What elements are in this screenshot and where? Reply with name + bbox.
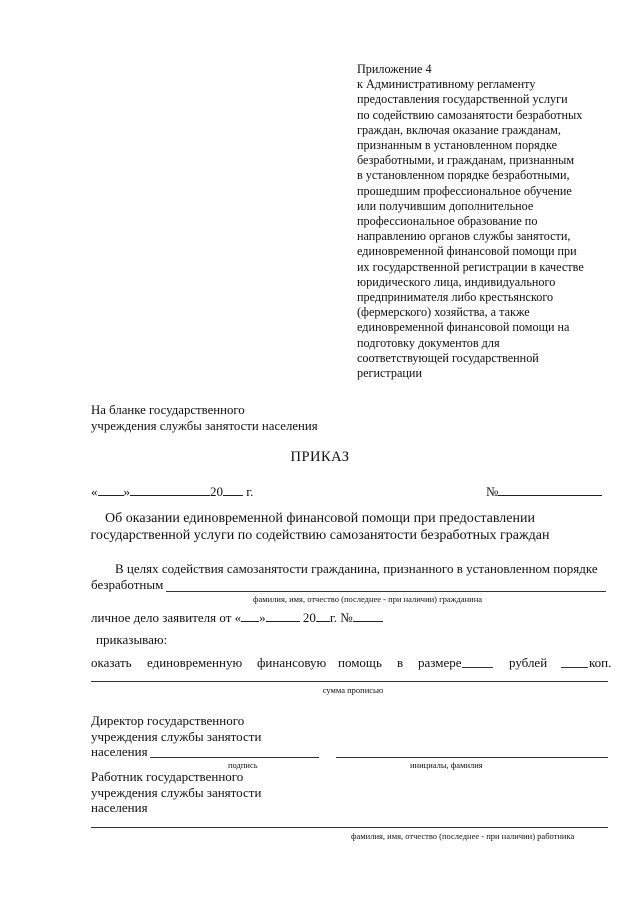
worker-line-2: учреждения службы занятости [91,784,262,800]
document-subject [0,510,640,544]
appendix-header [357,62,612,381]
provide-word-3: финансовую [257,655,327,670]
year-suffix: г. [246,484,254,499]
provide-word-6: размере [418,655,462,670]
provide-word-1: оказать [91,655,132,670]
letterhead-line-1: На бланке государственного [91,403,245,417]
day-blank[interactable] [98,483,124,496]
file-prefix: личное дело заявителя от « [91,610,242,625]
rubles-label: рублей [509,655,548,670]
paragraph-line-1: В целях содействия самозанятости гражданина, признанного в установленном порядке [115,561,598,576]
paragraph-line-2: безработным [91,577,164,592]
appendix-line: граждан, включая оказание гражданам, [357,122,561,137]
appendix-line: единовременной финансовой помощи при [357,244,577,259]
appendix-line: предоставления государственной услуги [357,92,568,107]
citizen-fio-line[interactable] [166,591,606,592]
year-blank[interactable] [223,483,243,496]
appendix-line: в установленном порядке безработными, [357,168,570,183]
month-blank[interactable] [130,483,210,496]
file-year-suffix: г. № [329,610,353,625]
director-block [91,713,261,760]
document-title: ПРИКАЗ [290,449,350,465]
appendix-line: признанным в установленном порядке [357,138,557,153]
director-line-2: учреждения службы занятости [91,728,262,744]
kop-label: коп. [589,655,612,670]
amount-words-caption: сумма прописью [322,685,384,695]
citizen-fio-caption: фамилия, имя, отчество (последнее - при наличии) гражданина [252,594,483,604]
signature-caption: подпись [228,760,258,770]
director-line-3: населения [91,744,148,759]
initials-caption: инициалы, фамилия [410,760,483,770]
file-number-blank[interactable] [353,609,383,622]
year-prefix: 20 [210,484,223,499]
date-line [91,483,253,500]
file-month-blank[interactable] [266,609,300,622]
director-line-1: Директор государственного [91,713,245,728]
appendix-line: профессиональное образование по [357,214,538,229]
appendix-line: по содействию самозанятости безработных [357,107,583,122]
file-year-blank[interactable] [316,609,330,622]
appendix-line: юридического лица, индивидуального [357,274,556,289]
appendix-line: безработными, и гражданам, признанным [357,153,575,168]
worker-fio-line[interactable] [91,827,608,828]
amount-rubles-blank[interactable] [462,667,493,668]
provide-word-2: единовременную [147,655,243,670]
date-close-quote: » [123,484,130,499]
appendix-line: соответствующей государственной [357,350,539,365]
amount-kop-blank[interactable] [561,667,588,668]
director-signature-line[interactable] [150,757,319,758]
file-year: 20 [302,610,316,625]
appendix-line: подготовку документов для [357,335,500,350]
provide-word-4: помощь [338,655,382,670]
letterhead-note [91,402,318,434]
appendix-line: их государственной регистрации в качестве [357,259,584,274]
appendix-line: или получившим дополнительное [357,198,534,213]
provide-word-5: в [397,655,404,670]
worker-line-1: Работник государственного [91,769,244,784]
date-open-quote: « [91,484,98,499]
appendix-line: прошедшим профессиональное обучение [357,183,572,198]
number-sign: № [486,484,499,499]
amount-words-line[interactable] [91,681,608,682]
order-word: приказываю: [96,632,168,647]
subject-line-1: Об оказании единовременной финансовой помощи при предоставлении [105,511,535,526]
worker-block [91,769,261,816]
appendix-line: предпринимателя либо крестьянского [357,290,554,305]
order-number-line [486,483,602,500]
letterhead-line-2: учреждения службы занятости населения [91,419,318,433]
director-initials-line[interactable] [336,757,608,758]
appendix-line: Приложение 4 [357,62,432,76]
worker-line-3: населения [91,800,148,815]
appendix-line: к Административному регламенту [357,77,536,92]
appendix-line: направлению органов службы занятости, [357,229,571,244]
subject-line-2: государственной услуги по содействию самозанятости безработных граждан [90,528,550,543]
appendix-line: регистрации [357,366,422,381]
file-day-blank[interactable] [241,609,259,622]
appendix-line: (фермерского) хозяйства, а также [357,305,530,320]
worker-fio-caption: фамилия, имя, отчество (последнее - при наличии) работника [351,831,575,841]
order-number-blank[interactable] [498,483,602,496]
personal-file-line [91,609,383,626]
file-mid: » [259,610,266,625]
appendix-line: единовременной финансовой помощи на [357,320,570,335]
